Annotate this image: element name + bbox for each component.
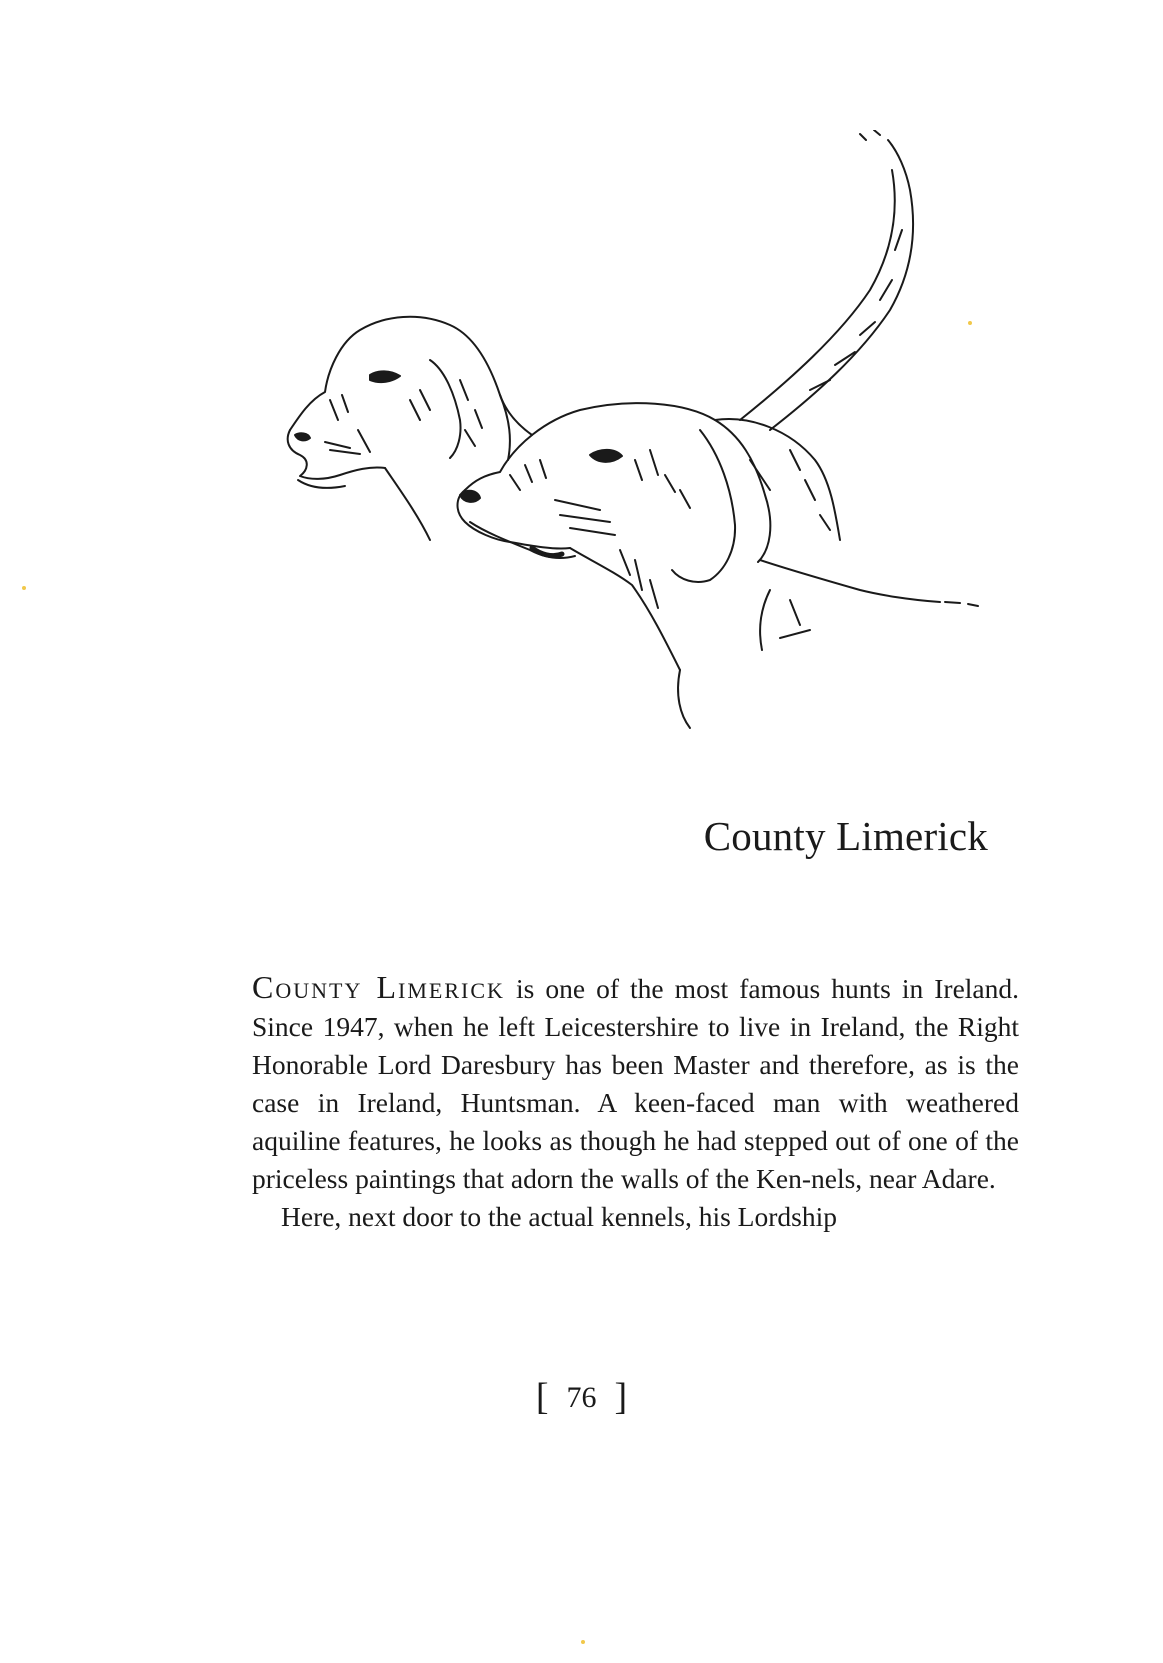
chapter-title: County Limerick xyxy=(703,813,988,859)
back-hound-drawing xyxy=(288,317,532,540)
hounds-illustration xyxy=(270,130,990,730)
page-number xyxy=(0,1375,1163,1419)
lead-smallcaps: County Limerick xyxy=(252,969,505,1005)
tail-drawing xyxy=(740,130,913,430)
folio-right-bracket: ] xyxy=(614,1376,628,1418)
body-text xyxy=(252,968,1019,1236)
paragraph-1 xyxy=(252,968,1019,1198)
folio-number: 76 xyxy=(566,1381,597,1414)
folio-left-bracket: [ xyxy=(535,1376,549,1418)
hounds-sketch-svg xyxy=(270,130,990,730)
paper-speck xyxy=(581,1640,585,1644)
paragraph-2: Here, next door to the actual kennels, his Lordship xyxy=(281,1201,837,1232)
paper-speck xyxy=(968,321,972,325)
paragraph-1-text: is one of the most famous hunts in Ireland. Since 1947, when he left Leicestershire to live in Ireland, the Right Honorable Lord Daresbury has been Master and therefore, as is the case in Ireland, Huntsman. A keen-faced man with weathered aquiline features, he looks as though he had stepped out of one of the priceless paintings that adorn the walls of the Ken-nels, near Adare. xyxy=(252,973,1019,1194)
front-hound-drawing xyxy=(458,403,979,728)
paper-speck xyxy=(22,586,26,590)
